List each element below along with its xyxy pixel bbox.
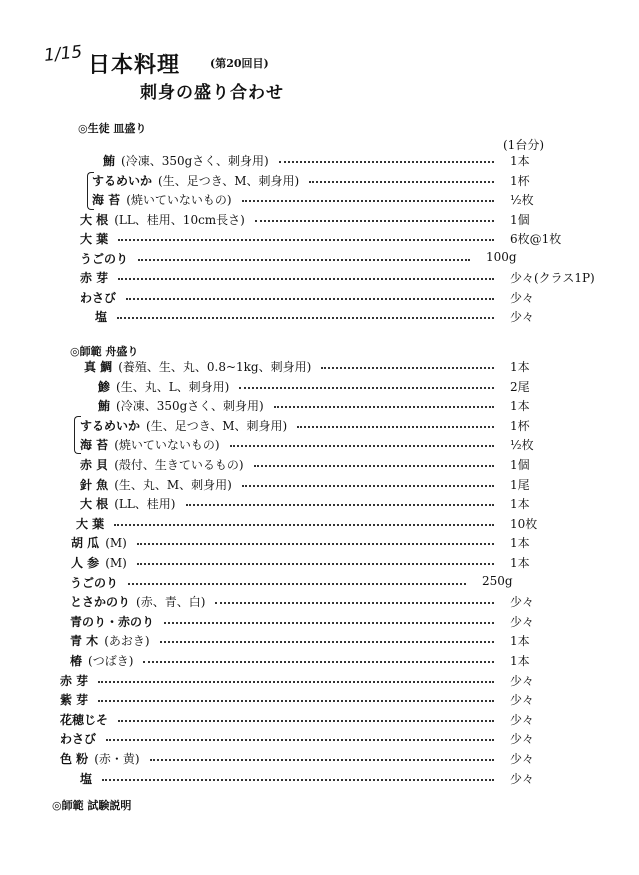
ingredient-row	[0, 417, 639, 436]
group-bracket	[87, 172, 94, 210]
ingredient-row	[0, 495, 639, 514]
ingredient-row	[0, 358, 639, 377]
ingredient-name	[80, 770, 92, 787]
ingredient-quantity: 1本	[510, 654, 530, 668]
ingredient-label: 鮪	[103, 154, 116, 168]
ingredient-name	[60, 711, 108, 728]
ingredient-name	[80, 476, 232, 493]
leader-dots	[118, 717, 494, 722]
leader-dots	[297, 423, 494, 428]
section-heading-student: ◎生徒 皿盛り	[78, 122, 147, 135]
leader-dots	[138, 256, 470, 261]
ingredient-name	[70, 652, 133, 669]
ingredient-row	[0, 750, 639, 769]
ingredient-note: (LL、桂用)	[114, 497, 176, 512]
ingredient-label: 青 木	[70, 634, 99, 649]
ingredient-label: するめいか	[92, 173, 153, 188]
ingredient-name	[92, 191, 232, 208]
ingredient-label: 花穂じそ	[60, 712, 109, 727]
ingredient-quantity: 1尾	[510, 477, 530, 492]
leader-dots	[114, 521, 494, 526]
ingredient-label: 椿	[70, 654, 83, 668]
ingredient-name	[71, 534, 127, 551]
leader-dots	[150, 756, 494, 761]
ingredient-name	[70, 593, 205, 610]
ingredient-row	[0, 250, 639, 269]
leader-dots	[137, 560, 494, 565]
leader-dots	[186, 501, 495, 506]
ingredient-row	[0, 456, 639, 475]
ingredient-quantity: 1杯	[510, 418, 530, 433]
leader-dots	[321, 364, 494, 369]
ingredient-row	[0, 711, 639, 730]
leader-dots	[254, 462, 494, 467]
ingredient-row	[0, 378, 639, 397]
ingredient-row	[0, 652, 639, 671]
ingredient-quantity: 1個	[510, 458, 530, 472]
ingredient-quantity: 100g	[486, 249, 517, 264]
ingredient-name	[60, 730, 96, 747]
ingredient-label: 青のり・赤のり	[70, 614, 155, 629]
ingredient-row	[0, 172, 639, 191]
ingredient-row	[0, 289, 639, 308]
ingredient-quantity: 1杯	[510, 173, 530, 188]
ingredient-quantity: 少々	[510, 732, 535, 747]
leader-dots	[143, 658, 494, 663]
ingredient-quantity: 少々(クラス1P)	[510, 271, 595, 285]
ingredient-quantity: 少々	[510, 290, 535, 305]
ingredient-row	[0, 632, 639, 651]
ingredient-label: 赤 貝	[80, 458, 109, 472]
ingredient-quantity: 1本	[510, 360, 530, 374]
ingredient-row	[0, 230, 639, 249]
leader-dots	[255, 217, 494, 222]
ingredient-label: 海 苔	[80, 438, 109, 453]
ingredient-name	[76, 515, 104, 532]
ingredient-row	[0, 691, 639, 710]
ingredient-name	[60, 691, 88, 708]
ingredient-note: (養殖、生、丸、0.8~1kg、刺身用)	[118, 360, 312, 374]
ingredient-name	[80, 230, 108, 247]
leader-dots	[242, 197, 494, 202]
ingredient-name	[80, 456, 244, 473]
ingredient-label: 大 葉	[80, 232, 109, 246]
dish-title: 刺身の盛り合わせ	[140, 83, 284, 103]
ingredient-note: (生、足つき、M、刺身用)	[158, 173, 300, 188]
section-heading-exam: ◎師範 試験説明	[52, 799, 132, 812]
ingredient-row	[0, 730, 639, 749]
ingredient-name	[60, 750, 140, 767]
ingredient-name	[80, 289, 116, 306]
ingredient-note: (生、丸、M、刺身用)	[114, 477, 232, 492]
ingredient-quantity: 1本	[510, 536, 530, 551]
ingredient-row	[0, 515, 639, 534]
ingredient-quantity: 1個	[510, 212, 530, 227]
ingredient-label: 針 魚	[80, 477, 109, 492]
ingredient-row	[0, 593, 639, 612]
ingredient-note: (生、足つき、M、刺身用)	[146, 418, 288, 433]
ingredient-quantity: 少々	[510, 712, 535, 727]
ingredient-label: 鮪	[98, 399, 111, 414]
leader-dots	[274, 403, 494, 408]
leader-dots	[117, 314, 494, 319]
leader-dots	[164, 619, 494, 624]
ingredient-label: 人 参	[71, 556, 100, 570]
section-heading-instructor: ◎師範 舟盛り	[70, 345, 139, 358]
ingredient-row	[0, 191, 639, 210]
ingredient-row	[0, 554, 639, 573]
ingredient-name	[80, 250, 128, 267]
ingredient-name	[70, 632, 150, 649]
ingredient-name	[70, 613, 154, 630]
ingredient-note: (つばき)	[88, 654, 134, 668]
ingredient-note: (あおき)	[104, 634, 150, 649]
leader-dots	[215, 599, 494, 604]
leader-dots	[137, 540, 494, 545]
leader-dots	[98, 678, 494, 683]
ingredient-note: (生、丸、L、刺身用)	[116, 379, 230, 394]
ingredient-row	[0, 397, 639, 416]
ingredient-name	[98, 397, 264, 414]
page-title: 日本料理	[88, 53, 181, 78]
leader-dots	[128, 580, 466, 585]
ingredient-note: (赤・黄)	[94, 752, 140, 766]
ingredient-quantity: ½枚	[510, 438, 534, 453]
ingredient-quantity: 少々	[510, 752, 535, 766]
ingredient-quantity: 少々	[510, 595, 535, 610]
ingredient-quantity: 250g	[482, 573, 513, 588]
ingredient-label: するめいか	[80, 418, 141, 433]
ingredient-label: 紫 芽	[60, 693, 89, 708]
ingredient-quantity: 少々	[510, 693, 535, 708]
ingredient-name	[84, 358, 311, 375]
ingredient-name	[80, 417, 287, 434]
ingredient-name	[98, 378, 229, 395]
ingredient-quantity: 少々	[510, 771, 535, 786]
ingredient-name	[80, 495, 176, 512]
leader-dots	[160, 638, 494, 643]
ingredient-row	[0, 476, 639, 495]
ingredient-quantity: 1本	[510, 497, 530, 512]
ingredient-name	[70, 574, 118, 591]
ingredient-label: 大 根	[80, 212, 109, 227]
ingredient-quantity: 1本	[510, 154, 530, 168]
ingredient-label: うごのり	[80, 251, 129, 266]
lesson-number: (第20回目)	[210, 57, 269, 70]
ingredient-name	[103, 152, 269, 169]
ingredient-label: 大 根	[80, 497, 109, 512]
ingredient-quantity: 10枚	[510, 516, 538, 531]
ingredient-row	[0, 308, 639, 327]
ingredient-row	[0, 269, 639, 288]
ingredient-row	[0, 574, 639, 593]
ingredient-name	[80, 436, 220, 453]
ingredient-row	[0, 613, 639, 632]
ingredient-note: (冷凍、350gさく、刺身用)	[121, 154, 269, 168]
leader-dots	[118, 236, 494, 241]
leader-dots	[242, 482, 494, 487]
ingredient-quantity: 1本	[510, 634, 530, 649]
leader-dots	[106, 736, 494, 741]
ingredient-note: (焼いていないもの)	[126, 193, 232, 207]
ingredient-row	[0, 211, 639, 230]
handwritten-date: 1/15	[43, 42, 84, 66]
leader-dots	[102, 776, 494, 781]
ingredient-label: 真 鯛	[84, 360, 113, 374]
ingredient-row	[0, 770, 639, 789]
ingredient-quantity: ½枚	[510, 193, 534, 207]
leader-dots	[279, 158, 494, 163]
ingredient-row	[0, 436, 639, 455]
ingredient-label: わさび	[80, 290, 117, 305]
ingredient-label: わさび	[60, 732, 97, 747]
ingredient-name	[60, 672, 88, 689]
ingredient-quantity: 少々	[510, 310, 535, 324]
ingredient-row	[0, 672, 639, 691]
ingredient-label: 鯵	[98, 379, 111, 394]
ingredient-label: とさかのり	[70, 595, 131, 610]
ingredient-note: (赤、青、白)	[136, 595, 206, 610]
quantity-heading: (1台分)	[503, 138, 544, 152]
ingredient-name	[92, 172, 299, 189]
ingredient-note: (焼いていないもの)	[114, 438, 220, 453]
ingredient-note: (殻付、生きているもの)	[114, 458, 244, 472]
leader-dots	[98, 697, 494, 702]
leader-dots	[126, 295, 494, 300]
ingredient-label: 赤 芽	[60, 673, 89, 688]
ingredient-row	[0, 152, 639, 171]
ingredient-label: 塩	[80, 771, 93, 786]
ingredient-quantity: 1本	[510, 399, 530, 414]
ingredient-quantity: 少々	[510, 614, 535, 629]
ingredient-note: (冷凍、350gさく、刺身用)	[116, 399, 264, 414]
ingredient-quantity: 6枚@1枚	[510, 232, 562, 246]
ingredient-quantity: 1本	[510, 556, 530, 570]
ingredient-quantity: 少々	[510, 673, 535, 688]
ingredient-label: 胡 瓜	[71, 536, 100, 551]
ingredient-note: (LL、桂用、10cm長さ)	[114, 212, 245, 227]
leader-dots	[118, 275, 494, 280]
ingredient-label: 赤 芽	[80, 271, 109, 285]
leader-dots	[239, 384, 494, 389]
ingredient-note: (M)	[105, 556, 127, 570]
leader-dots	[230, 442, 494, 447]
ingredient-row	[0, 534, 639, 553]
ingredient-label: うごのり	[70, 575, 119, 590]
ingredient-name	[80, 211, 245, 228]
ingredient-quantity: 2尾	[510, 379, 530, 394]
ingredient-label: 海 苔	[92, 193, 121, 207]
leader-dots	[309, 178, 494, 183]
ingredient-note: (M)	[105, 536, 127, 551]
ingredient-label: 塩	[95, 310, 108, 324]
ingredient-name	[71, 554, 127, 571]
ingredient-label: 色 粉	[60, 752, 89, 766]
group-bracket	[74, 416, 81, 454]
ingredient-name	[80, 269, 108, 286]
ingredient-name	[95, 308, 107, 325]
ingredient-label: 大 葉	[76, 516, 105, 531]
